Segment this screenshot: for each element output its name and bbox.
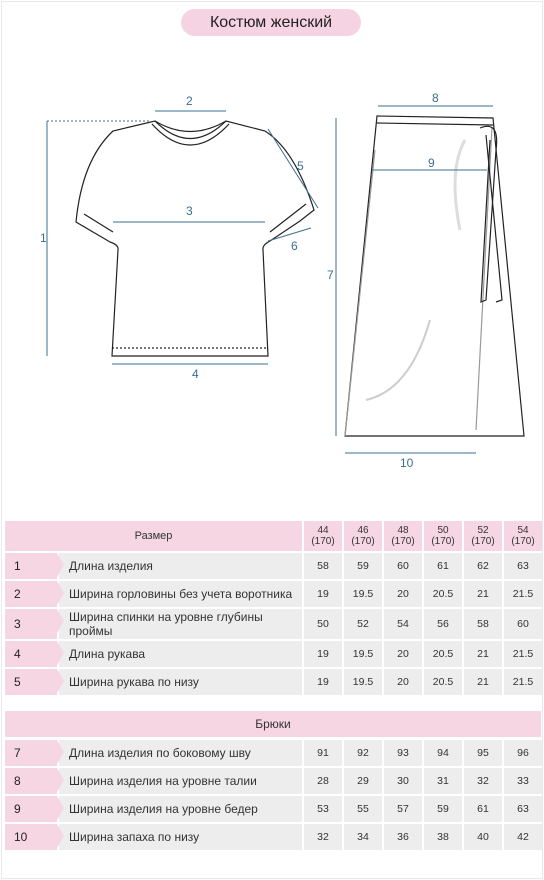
cell: 42 (504, 824, 542, 850)
cell: 21.5 (504, 669, 542, 695)
cell: 56 (424, 609, 462, 639)
cell: 94 (424, 740, 462, 766)
cell: 20.5 (424, 581, 462, 607)
cell: 20 (384, 669, 422, 695)
table-row (5, 768, 542, 794)
size-col-54: 54 (170) (504, 521, 542, 551)
cell: 93 (384, 740, 422, 766)
row-label: Ширина изделия на уровне бедер (59, 796, 302, 822)
cell: 36 (384, 824, 422, 850)
cell: 32 (464, 768, 502, 794)
dim-label-4: 4 (192, 367, 199, 381)
row-number: 8 (5, 768, 57, 794)
cell: 21 (464, 669, 502, 695)
cell: 28 (304, 768, 342, 794)
cell: 60 (504, 609, 542, 639)
cell: 92 (344, 740, 382, 766)
cell: 61 (464, 796, 502, 822)
cell: 63 (504, 796, 542, 822)
cell: 20.5 (424, 641, 462, 667)
dim-label-6: 6 (291, 239, 298, 253)
cell: 60 (384, 553, 422, 579)
cell: 19 (304, 669, 342, 695)
cell: 21 (464, 641, 502, 667)
cell: 20.5 (424, 669, 462, 695)
cell: 57 (384, 796, 422, 822)
cell: 20 (384, 581, 422, 607)
row-label: Длина изделия по боковому шву (59, 740, 302, 766)
dim-label-5: 5 (297, 159, 304, 173)
cell: 29 (344, 768, 382, 794)
garment-diagram (0, 40, 544, 470)
cell: 19.5 (344, 581, 382, 607)
row-number: 5 (5, 669, 57, 695)
table-row (5, 796, 542, 822)
row-number: 9 (5, 796, 57, 822)
cell: 21 (464, 581, 502, 607)
cell: 96 (504, 740, 542, 766)
row-label: Ширина изделия на уровне талии (59, 768, 302, 794)
cell: 19.5 (344, 669, 382, 695)
dim-label-2: 2 (186, 94, 193, 108)
cell: 58 (304, 553, 342, 579)
cell: 58 (464, 609, 502, 639)
table-row (5, 669, 542, 695)
row-label: Ширина запаха по низу (59, 824, 302, 850)
size-col-50: 50 (170) (424, 521, 462, 551)
bottom-size-table (3, 738, 544, 852)
page-title: Костюм женский (181, 9, 361, 36)
cell: 33 (504, 768, 542, 794)
tshirt-drawing (76, 121, 314, 356)
row-number: 10 (5, 824, 57, 850)
row-number: 4 (5, 641, 57, 667)
row-label: Длина рукава (59, 641, 302, 667)
table-row (5, 553, 542, 579)
size-col-48: 48 (170) (384, 521, 422, 551)
pants-section-header: Брюки (5, 711, 541, 737)
cell: 55 (344, 796, 382, 822)
row-label: Ширина горловины без учета воротника (59, 581, 302, 607)
cell: 30 (384, 768, 422, 794)
cell: 63 (504, 553, 542, 579)
row-number: 1 (5, 553, 57, 579)
row-label: Ширина рукава по низу (59, 669, 302, 695)
size-col-46: 46 (170) (344, 521, 382, 551)
table-row (5, 609, 542, 639)
row-number: 2 (5, 581, 57, 607)
cell: 91 (304, 740, 342, 766)
cell: 32 (304, 824, 342, 850)
table-row (5, 581, 542, 607)
table-row (5, 740, 542, 766)
cell: 19 (304, 581, 342, 607)
row-label: Ширина спинки на уровне глубины проймы (59, 609, 302, 639)
dim-label-9: 9 (428, 156, 435, 170)
dim-label-10: 10 (400, 456, 414, 470)
cell: 19 (304, 641, 342, 667)
cell: 21.5 (504, 641, 542, 667)
top-size-table (3, 519, 544, 697)
cell: 54 (384, 609, 422, 639)
cell: 50 (304, 609, 342, 639)
cell: 61 (424, 553, 462, 579)
cell: 21.5 (504, 581, 542, 607)
cell: 53 (304, 796, 342, 822)
cell: 95 (464, 740, 502, 766)
dim-label-1: 1 (40, 231, 47, 245)
row-label: Длина изделия (59, 553, 302, 579)
cell: 34 (344, 824, 382, 850)
size-header: Размер (5, 521, 302, 551)
size-col-44: 44 (170) (304, 521, 342, 551)
table-row (5, 824, 542, 850)
cell: 62 (464, 553, 502, 579)
cell: 31 (424, 768, 462, 794)
cell: 38 (424, 824, 462, 850)
size-col-52: 52 (170) (464, 521, 502, 551)
cell: 59 (344, 553, 382, 579)
dim-label-3: 3 (186, 204, 193, 218)
table-row (5, 641, 542, 667)
cell: 52 (344, 609, 382, 639)
cell: 40 (464, 824, 502, 850)
row-number: 7 (5, 740, 57, 766)
cell: 20 (384, 641, 422, 667)
cell: 59 (424, 796, 462, 822)
dim-label-7: 7 (327, 268, 334, 282)
cell: 19.5 (344, 641, 382, 667)
dim-label-8: 8 (432, 91, 439, 105)
dimension-lines (47, 106, 493, 453)
row-number: 3 (5, 609, 57, 639)
